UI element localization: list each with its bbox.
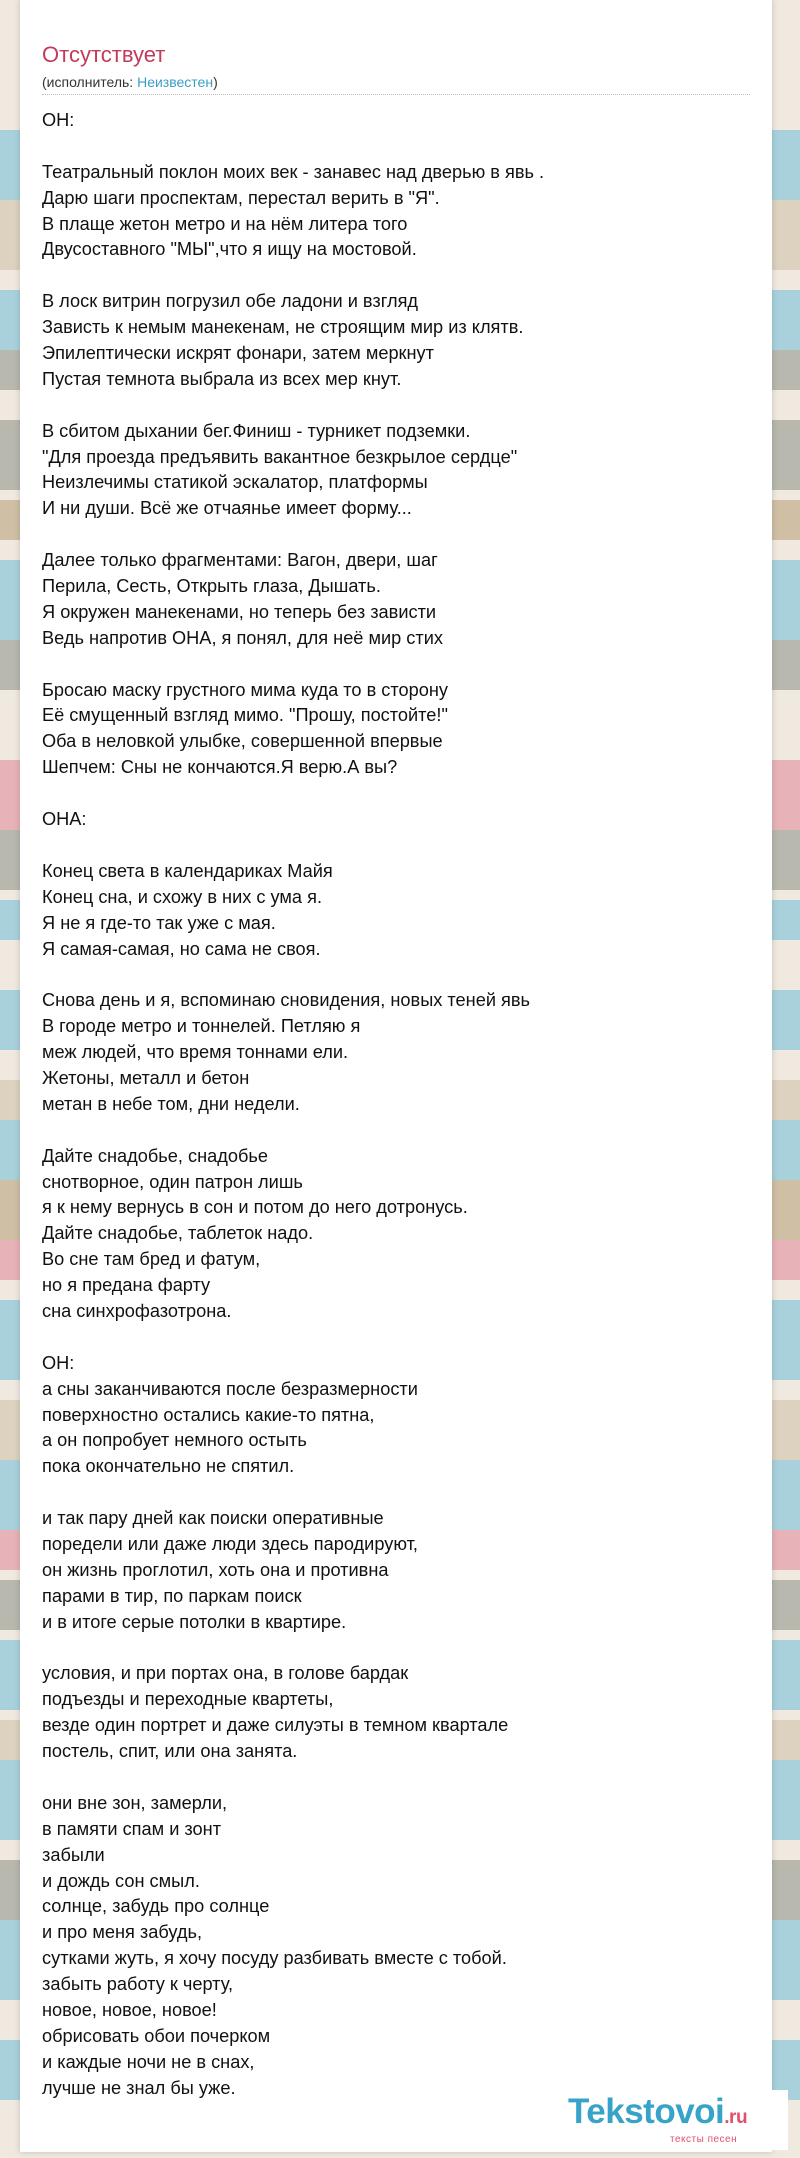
lyric-line: Двусоставного "МЫ",что я ищу на мостовой. (42, 239, 417, 260)
logo-main-text: Tekstovoi (568, 2092, 725, 2131)
lyric-line: Дайте снадобье, таблеток надо. (42, 1223, 314, 1244)
lyric-line: лучше не знал бы уже. (42, 2077, 236, 2098)
lyric-line: Дарю шаги проспектам, перестал верить в "Я". (42, 187, 440, 208)
lyric-line: пока окончательно не спятил. (42, 1456, 295, 1477)
lyric-line: Я не я где-то так уже с мая. (42, 912, 276, 933)
lyric-line: условия, и при портах она, в голове бардак (42, 1663, 409, 1684)
lyric-line (42, 833, 750, 859)
lyric-line (42, 393, 750, 419)
lyric-line: сна синхрофазотрона. (42, 1300, 232, 1321)
lyric-line: Её смущенный взгляд мимо. "Прошу, постойте!" (42, 705, 448, 726)
site-logo[interactable] (568, 2090, 788, 2150)
lyric-line: парами в тир, по паркам поиск (42, 1585, 302, 1606)
performer-prefix: (исполнитель: (42, 74, 138, 90)
lyric-line: подъезды и переходные квартеты, (42, 1689, 334, 1710)
logo-tagline: тексты песен (670, 2134, 738, 2145)
lyric-line: везде один портрет и даже силуэты в темном квартале (42, 1715, 509, 1736)
lyric-line: "Для проезда предъявить вакантное безкрылое сердце" (42, 446, 518, 467)
lyric-line (42, 1118, 750, 1144)
lyric-line: меж людей, что время тоннами ели. (42, 1042, 349, 1063)
lyric-line: Я самая-самая, но сама не своя. (42, 938, 321, 959)
lyric-line: Перила, Сесть, Открыть глаза, Дышать. (42, 576, 381, 597)
performer-link[interactable]: Неизвестен (137, 74, 214, 90)
lyrics-text (42, 108, 750, 2102)
lyric-line (42, 652, 750, 678)
lyric-line: и про меня забудь, (42, 1922, 203, 1943)
lyric-line: Зависть к немым манекенам, не строящим мир из клятв. (42, 317, 524, 338)
logo-wordmark (568, 2092, 747, 2132)
lyric-line: новое, новое, новое! (42, 2000, 217, 2021)
lyric-line: Во сне там бред и фатум, (42, 1249, 261, 1270)
lyric-line: в памяти спам и зонт (42, 1818, 222, 1839)
lyric-line: Конец сна, и схожу в них с ума я. (42, 886, 322, 907)
lyric-line: но я предана фарту (42, 1275, 211, 1296)
lyric-line (42, 522, 750, 548)
lyric-line: я к нему вернусь в сон и потом до него дотронусь. (42, 1197, 468, 1218)
lyric-line: И ни души. Всё же отчаянье имеет форму... (42, 498, 412, 519)
lyric-line: солнце, забудь про солнце (42, 1896, 270, 1917)
lyric-line: и в итоге серые потолки в квартире. (42, 1611, 347, 1632)
lyric-line (42, 263, 750, 289)
lyric-line: забыть работу к черту, (42, 1974, 234, 1995)
performer-suffix: ) (213, 74, 218, 90)
lyric-line: Неизлечимы статикой эскалатор, платформы (42, 472, 428, 493)
lyric-line (42, 781, 750, 807)
lyric-line: а он попробует немного остыть (42, 1430, 307, 1451)
lyric-line: В лоск витрин погрузил обе ладони и взгляд (42, 291, 419, 312)
title-divider (42, 94, 750, 95)
lyrics-card (20, 0, 772, 2152)
lyric-line (42, 134, 750, 160)
lyric-line: а сны заканчиваются после безразмерности (42, 1378, 418, 1399)
lyric-line: Жетоны, металл и бетон (42, 1067, 250, 1088)
lyric-line (42, 1765, 750, 1791)
lyric-line: Бросаю маску грустного мима куда то в сторону (42, 679, 448, 700)
lyric-line: Я окружен манекенами, но теперь без зависти (42, 601, 437, 622)
logo-tld: .ru (724, 2107, 748, 2128)
lyric-line: В городе метро и тоннелей. Петляю я (42, 1016, 361, 1037)
lyric-line: он жизнь проглотил, хоть она и противна (42, 1559, 389, 1580)
lyric-line: Дайте снадобье, снадобье (42, 1145, 268, 1166)
lyric-line: забыли (42, 1844, 105, 1865)
lyric-line (42, 1636, 750, 1662)
lyric-line: В плаще жетон метро и на нём литера того (42, 213, 408, 234)
lyric-line (42, 962, 750, 988)
lyric-line: Оба в неловкой улыбке, совершенной впервые (42, 731, 443, 752)
lyric-line: ОНА: (42, 809, 87, 830)
lyric-line: ОН: (42, 110, 75, 130)
lyric-line: они вне зон, замерли, (42, 1792, 228, 1813)
lyric-line: обрисовать обои почерком (42, 2025, 271, 2046)
lyric-line: Шепчем: Сны не кончаются.Я верю.А вы? (42, 757, 398, 778)
lyric-line: Снова день и я, вспоминаю сновидения, новых теней явь (42, 990, 531, 1011)
lyric-line: Театральный поклон моих век - занавес над дверью в явь . (42, 161, 545, 182)
lyric-line: поредели или даже люди здесь пародируют, (42, 1533, 418, 1554)
lyric-line (42, 1325, 750, 1351)
lyric-line: и дождь сон смыл. (42, 1870, 200, 1891)
lyric-line: ОН: (42, 1352, 75, 1373)
lyric-line: Далее только фрагментами: Вагон, двери, шаг (42, 550, 438, 571)
lyric-line: Конец света в календариках Майя (42, 860, 333, 881)
lyric-line: сутками жуть, я хочу посуду разбивать вместе с тобой. (42, 1948, 507, 1969)
lyric-line: Ведь напротив ОНА, я понял, для неё мир стих (42, 627, 443, 648)
lyric-line: Пустая темнота выбрала из всех мер кнут. (42, 368, 402, 389)
lyric-line: В сбитом дыхании бег.Финиш - турникет подземки. (42, 420, 471, 441)
lyric-line: поверхностно остались какие-то пятна, (42, 1404, 375, 1425)
lyric-line: метан в небе том, дни недели. (42, 1093, 300, 1114)
lyric-line: и так пару дней как поиски оперативные (42, 1508, 384, 1529)
performer-line (42, 74, 218, 90)
song-title: Отсутствует (42, 42, 166, 67)
lyric-line: постель, спит, или она занята. (42, 1741, 298, 1762)
lyric-line: и каждые ночи не в снах, (42, 2051, 255, 2072)
lyric-line: снотворное, один патрон лишь (42, 1171, 303, 1192)
lyric-line: Эпилептически искрят фонари, затем меркнут (42, 343, 434, 364)
lyric-line (42, 1480, 750, 1506)
